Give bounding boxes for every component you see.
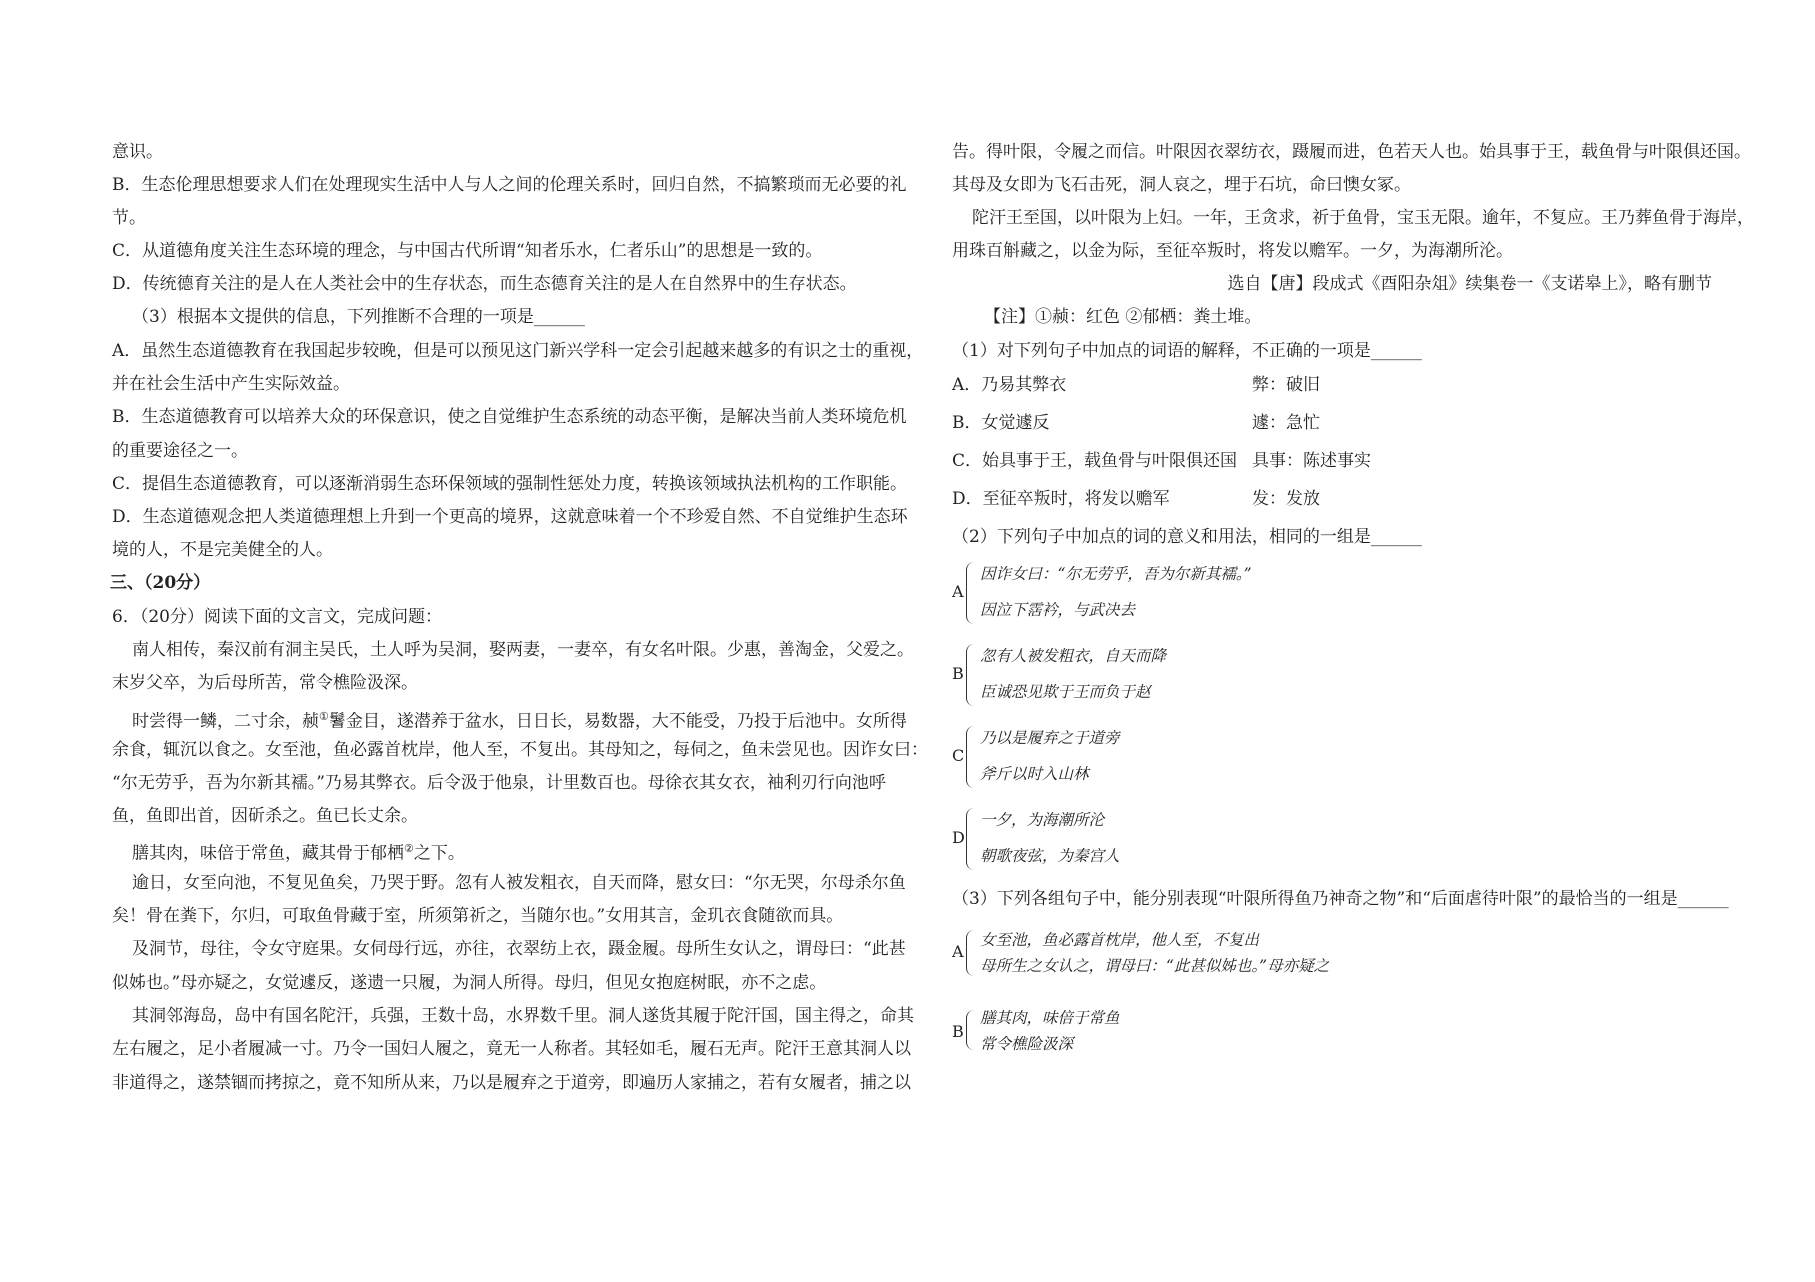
group-line: 因诈女曰：“尔无劳乎，吾为尔新其襦。” bbox=[980, 565, 1252, 583]
brace-icon bbox=[966, 1010, 974, 1050]
option-gloss: 弊：破旧 bbox=[1252, 375, 1320, 395]
option-a: A．虽然生态道德教育在我国起步较晚，但是可以预见这门新兴学科一定会引起越来越多的有识之士的重视， bbox=[112, 341, 924, 361]
passage-line: 用珠百斛藏之，以金为际，至征卒叛时，将发以赡军。一夕，为海潮所沦。 bbox=[952, 241, 1513, 261]
passage-line: 陀汗王至国，以叶限为上妇。一年，王贪求，祈于鱼骨，宝玉无限。逾年，不复应。王乃葬鱼骨于海岸， bbox=[972, 208, 1754, 228]
brace-icon bbox=[966, 930, 974, 976]
option-c: C．提倡生态道德教育，可以逐渐消弱生态环保领域的强制性惩处力度，转换该领域执法机构的工作职能。 bbox=[112, 474, 908, 494]
brace-icon bbox=[966, 644, 974, 706]
passage-line: 非道得之，遂禁锢而拷掠之，竟不知所从来，乃以是履弃之于道旁，即遍历人家捕之，若有女履者，捕之以 bbox=[112, 1073, 911, 1093]
footnote-marker: ② bbox=[404, 842, 414, 855]
text-line: 并在社会生活中产生实际效益。 bbox=[112, 374, 350, 394]
group-line: 朝歌夜弦，为秦宫人 bbox=[980, 847, 1120, 865]
question-3: （3）根据本文提供的信息，下列推断不合理的一项是______ bbox=[132, 307, 585, 327]
passage-line: 南人相传，秦汉前有洞主吴氏，土人呼为吴洞，娶两妻，一妻卒，有女名叶限。少惠，善淘金，父爱之。 bbox=[132, 640, 914, 660]
passage-line: 似姊也。”母亦疑之，女觉遽反，遂遗一只履，为洞人所得。母归，但见女抱庭树眠，亦不之虑。 bbox=[112, 973, 827, 993]
group-line: 膳其肉，味倍于常鱼 bbox=[980, 1009, 1120, 1027]
option-d: D．生态道德观念把人类道德理想上升到一个更高的境界，这就意味着一个不珍爱自然、不自觉维护生态环 bbox=[112, 507, 908, 527]
passage-line: 其洞邻海岛，岛中有国名陀汗，兵强，王数十岛，水界数千里。洞人遂货其履于陀汗国，国主得之，命其 bbox=[132, 1006, 914, 1026]
group-letter: C bbox=[952, 746, 965, 765]
option-gloss: 遽：急忙 bbox=[1252, 413, 1320, 433]
question-1: （1）对下列句子中加点的词语的解释，不正确的一项是______ bbox=[952, 341, 1422, 361]
passage-text: 膳其肉，味倍于常鱼，藏其骨于郁栖 bbox=[132, 843, 404, 864]
brace-icon bbox=[966, 562, 974, 624]
question-3: （3）下列各组句子中，能分别表现“叶限所得鱼乃神奇之物”和“后面虐待叶限”的最恰当的一组是______ bbox=[952, 889, 1729, 909]
text-line: 境的人，不是完美健全的人。 bbox=[112, 540, 333, 560]
question-6: 6．（20分）阅读下面的文言文，完成问题： bbox=[112, 607, 442, 627]
passage-line: 左右履之，足小者履减一寸。乃令一国妇人履之，竟无一人称者。其轻如毛，履石无声。陀汗王意其洞人以 bbox=[112, 1039, 911, 1059]
text-line: 节。 bbox=[112, 208, 146, 228]
group-line: 乃以是履弃之于道旁 bbox=[980, 729, 1120, 747]
passage-line: “尔无劳乎，吾为尔新其襦。”乃易其弊衣。后令汲于他泉，计里数百也。母徐衣其女衣，袖利刃行向池呼 bbox=[112, 773, 886, 793]
group-line: 常令樵险汲深 bbox=[980, 1035, 1074, 1053]
text-line: 的重要途径之一。 bbox=[112, 441, 248, 461]
passage-line: 逾日，女至向池，不复见鱼矣，乃哭于野。忽有人被发粗衣，自天而降，慰女曰：“尔无哭，尔母杀尔鱼 bbox=[132, 873, 906, 893]
footnote: 【注】①赪：红色 ②郁栖：粪土堆。 bbox=[984, 307, 1262, 327]
group-letter: A bbox=[952, 942, 964, 961]
group-letter: D bbox=[952, 828, 965, 847]
option-c: C．从道德角度关注生态环境的理念，与中国古代所谓“知者乐水，仁者乐山”的思想是一致的。 bbox=[112, 241, 823, 261]
option-b: B．生态伦理思想要求人们在处理现实生活中人与人之间的伦理关系时，回归自然，不搞繁琐而无必要的礼 bbox=[112, 175, 907, 195]
group-letter: B bbox=[952, 1022, 964, 1041]
option-sentence: C．始具事于王，载鱼骨与叶限俱还国 bbox=[952, 451, 1238, 471]
option-sentence: A．乃易其弊衣 bbox=[952, 375, 1067, 395]
group-line: 女至池，鱼必露首枕岸，他人至，不复出 bbox=[980, 931, 1260, 949]
option-sentence: D．至征卒叛时，将发以赡军 bbox=[952, 489, 1170, 509]
option-gloss: 具事：陈述事实 bbox=[1252, 451, 1371, 471]
source-citation: 选自【唐】段成式《酉阳杂俎》续集卷一《支诺皋上》，略有删节 bbox=[1227, 274, 1712, 294]
passage-line bbox=[132, 706, 907, 733]
group-line: 忽有人被发粗衣，自天而降 bbox=[980, 647, 1167, 665]
passage-line bbox=[132, 838, 465, 865]
footnote-marker: ① bbox=[319, 710, 329, 723]
group-line: 一夕，为海潮所沦 bbox=[980, 811, 1105, 829]
brace-icon bbox=[966, 808, 974, 870]
option-d: D．传统德育关注的是人在人类社会中的生存状态，而生态德育关注的是人在自然界中的生存状态。 bbox=[112, 274, 857, 294]
passage-line: 及洞节，母往，令女守庭果。女伺母行远，亦往，衣翠纺上衣，蹑金履。母所生女认之，谓母曰：“此甚 bbox=[132, 939, 906, 959]
passage-line: 余食，辄沉以食之。女至池，鱼必露首枕岸，他人至，不复出。其母知之，每伺之，鱼未尝见也。因诈女曰： bbox=[112, 740, 928, 760]
option-b: B．生态道德教育可以培养大众的环保意识，使之自觉维护生态系统的动态平衡，是解决当前人类环境危机 bbox=[112, 407, 907, 427]
passage-text: 时尝得一鳞，二寸余，赪 bbox=[132, 711, 319, 732]
question-2: （2）下列句子中加点的词的意义和用法，相同的一组是______ bbox=[952, 527, 1422, 547]
group-line: 因泣下霑衿，与武决去 bbox=[980, 601, 1136, 619]
option-sentence: B．女觉遽反 bbox=[952, 413, 1050, 433]
passage-line: 鱼，鱼即出首，因斫杀之。鱼已长丈余。 bbox=[112, 806, 418, 826]
passage-line: 矣！骨在粪下，尔归，可取鱼骨藏于室，所须第祈之，当随尔也。”女用其言，金玑衣食随欲而具。 bbox=[112, 906, 844, 926]
passage-text: 之下。 bbox=[413, 843, 465, 864]
group-letter: B bbox=[952, 664, 964, 683]
option-gloss: 发：发放 bbox=[1252, 489, 1320, 509]
passage-line: 末岁父卒，为后母所苦，常令樵险汲深。 bbox=[112, 673, 418, 693]
section-heading: 三、（20分） bbox=[110, 573, 211, 593]
group-letter: A bbox=[952, 582, 964, 601]
passage-text: 鬐金目，遂潜养于盆水，日日长，易数器，大不能受，乃投于后池中。女所得 bbox=[328, 711, 907, 732]
brace-icon bbox=[966, 726, 974, 788]
group-line: 斧斤以时入山林 bbox=[980, 765, 1089, 783]
group-line: 母所生之女认之，谓母曰：“此甚似姊也。”母亦疑之 bbox=[980, 957, 1330, 975]
group-line: 臣诚恐见欺于王而负于赵 bbox=[980, 683, 1151, 701]
passage-line: 告。得叶限，令履之而信。叶限因衣翠纺衣，蹑履而进，色若天人也。始具事于王，载鱼骨与叶限俱还国。 bbox=[952, 142, 1751, 162]
passage-line: 其母及女即为飞石击死，洞人哀之，埋于石坑，命曰懊女冢。 bbox=[952, 175, 1411, 195]
text-line: 意识。 bbox=[112, 142, 163, 162]
